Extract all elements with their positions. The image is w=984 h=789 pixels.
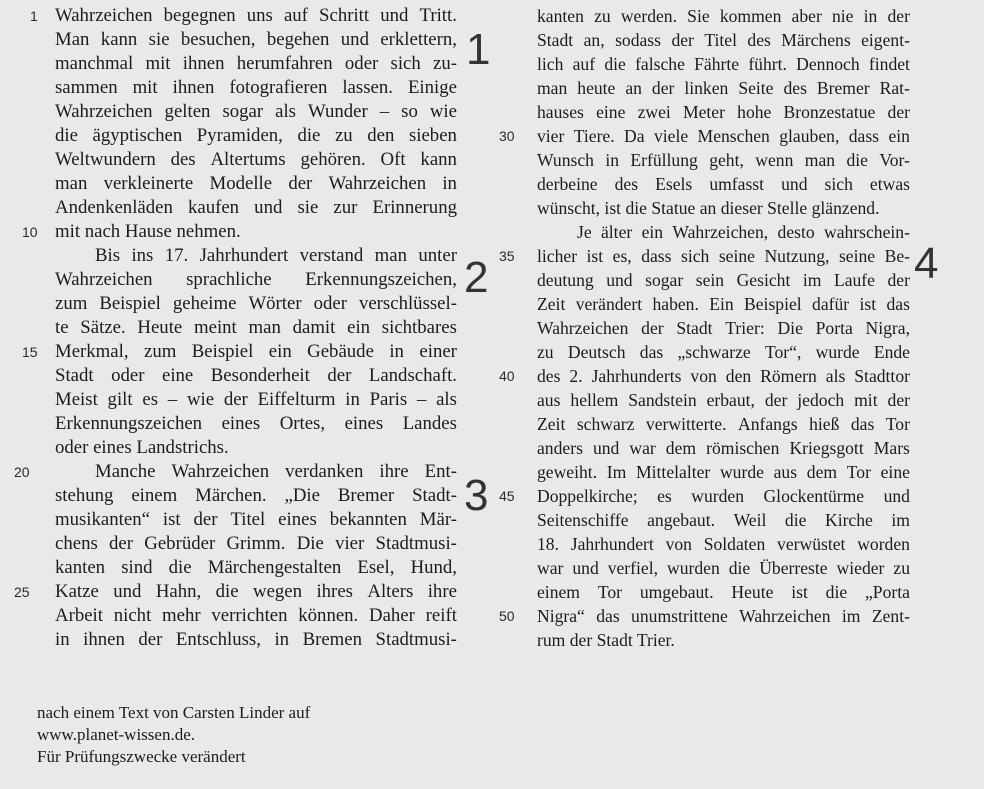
text-line: man verkleinerte Modelle der Wahrzeichen in	[55, 173, 457, 194]
text-line: rum der Stadt Trier.	[537, 630, 675, 650]
text-line: mit nach Hause nehmen.	[55, 221, 241, 242]
text-line: Doppelkirche; es wurden Glockentürme und	[537, 486, 910, 506]
text-line: geweiht. Im Mittelalter wurde aus dem Tor eine	[537, 462, 910, 482]
text-line: Manche Wahrzeichen verdanken ihre Ent-	[95, 461, 457, 482]
text-line: Seitenschiffe angebaut. Weil die Kirche im	[537, 510, 910, 530]
text-line: derbeine des Esels umfasst und sich etwas	[537, 174, 910, 194]
text-line: Merkmal, zum Beispiel ein Gebäude in einer	[55, 341, 457, 362]
source-line: Für Prüfungszwecke verändert	[37, 747, 246, 766]
text-line: einem Tor umgebaut. Heute ist die „Porta	[537, 582, 910, 602]
text-line: Wunsch in Erfüllung geht, wenn man die Vor-	[537, 150, 910, 170]
text-line: Zeit schwarz verwitterte. Anfangs hieß das Tor	[537, 414, 910, 434]
text-line: lich auf die falsche Fährte führt. Dennoch findet	[537, 54, 910, 74]
line-number: 10	[22, 224, 38, 240]
text-line: sammen mit ihnen fotografieren lassen. Einige	[55, 77, 457, 98]
text-column-left	[55, 4, 457, 652]
text-line: Wahrzeichen gelten sogar als Wunder – so wie	[55, 101, 457, 122]
text-line: kanten zu werden. Sie kommen aber nie in der	[537, 6, 910, 26]
text-line: chens der Gebrüder Grimm. Die vier Stadtmusi-	[55, 533, 457, 554]
text-line: Wahrzeichen sprachliche Erkennungszeichen,	[55, 269, 457, 290]
source-line: nach einem Text von Carsten Linder auf	[37, 703, 311, 722]
line-number: 1	[30, 8, 38, 24]
text-line: war und verfiel, wurden die Überreste wieder zu	[537, 558, 910, 578]
text-line: kanten sind die Märchengestalten Esel, Hund,	[55, 557, 457, 578]
line-number: 25	[14, 584, 30, 600]
text-line: des 2. Jahrhunderts von den Römern als Stadttor	[537, 366, 910, 386]
text-line: vier Tiere. Da viele Menschen glauben, dass ein	[537, 126, 910, 146]
paragraph-marker: 2	[464, 253, 489, 302]
text-line: in ihnen der Entschluss, in Bremen Stadtmusi-	[55, 629, 457, 650]
line-number: 30	[499, 128, 515, 144]
line-number: 50	[499, 608, 515, 624]
text-line: Wahrzeichen begegnen uns auf Schritt und Tritt.	[55, 5, 457, 26]
text-line: aus hellem Sandstein erbaut, der jedoch mit der	[537, 390, 910, 410]
text-line: zu Deutsch das „schwarze Tor“, wurde Ende	[537, 342, 910, 362]
text-line: 18. Jahrhundert von Soldaten verwüstet worden	[537, 534, 910, 554]
text-line: Wahrzeichen der Stadt Trier: Die Porta Nigra,	[537, 318, 910, 338]
text-line: Andenkenläden kaufen und sie zur Erinnerung	[55, 197, 457, 218]
text-line: stehung einem Märchen. „Die Bremer Stadt-	[55, 485, 457, 506]
text-line: manchmal mit ihnen herumfahren oder sich zu-	[55, 53, 457, 74]
text-line: Zeit verändert haben. Ein Beispiel dafür ist das	[537, 294, 910, 314]
text-line: Meist gilt es – wie der Eiffelturm in Paris – als	[55, 389, 457, 410]
text-line: man heute an der linken Seite des Bremer Rat-	[537, 78, 910, 98]
text-line: licher ist es, dass sich seine Nutzung, seine Be-	[537, 246, 910, 266]
text-line: wünscht, ist die Statue an dieser Stelle glänzend.	[537, 198, 880, 218]
source-url: www.planet-wissen.de.	[37, 725, 195, 744]
text-line: hauses eine zwei Meter hohe Bronzestatue der	[537, 102, 910, 122]
text-line: Nigra“ das unumstrittene Wahrzeichen im Zent-	[537, 606, 910, 626]
text-line: die ägyptischen Pyramiden, die zu den sieben	[55, 125, 457, 146]
text-line: musikanten“ ist der Titel eines bekannten Mär-	[55, 509, 457, 530]
text-column-right	[537, 4, 910, 652]
line-number: 20	[14, 464, 30, 480]
text-line: Erkennungszeichen eines Ortes, eines Landes	[55, 413, 457, 434]
text-line: Bis ins 17. Jahrhundert verstand man unter	[95, 245, 457, 266]
text-line: zum Beispiel geheime Wörter oder verschlüssel-	[55, 293, 457, 314]
text-line: deutung und sogar sein Gesicht im Laufe der	[537, 270, 910, 290]
paragraph-marker: 4	[914, 239, 939, 288]
paragraph-marker: 1	[466, 25, 491, 74]
text-line: Man kann sie besuchen, begehen und erklettern,	[55, 29, 457, 50]
line-number: 40	[499, 368, 515, 384]
line-number: 15	[22, 344, 38, 360]
text-line: Je älter ein Wahrzeichen, desto wahrschein-	[577, 222, 910, 242]
text-line: Katze und Hahn, die wegen ihres Alters ihre	[55, 581, 457, 602]
line-number: 45	[499, 488, 515, 504]
text-line: te Sätze. Heute meint man damit ein sichtbares	[55, 317, 457, 338]
text-line: anders und war dem römischen Kriegsgott Mars	[537, 438, 910, 458]
text-line: oder eines Landstrichs.	[55, 437, 229, 458]
source-note	[37, 702, 397, 768]
text-line: Stadt an, sodass der Titel des Märchens eigent-	[537, 30, 910, 50]
line-number: 35	[499, 248, 515, 264]
text-line: Weltwundern des Altertums gehören. Oft kann	[55, 149, 457, 170]
text-line: Arbeit nicht mehr verrichten können. Daher reift	[55, 605, 457, 626]
paragraph-marker: 3	[464, 471, 489, 520]
text-line: Stadt oder eine Besonderheit der Landschaft.	[55, 365, 457, 386]
